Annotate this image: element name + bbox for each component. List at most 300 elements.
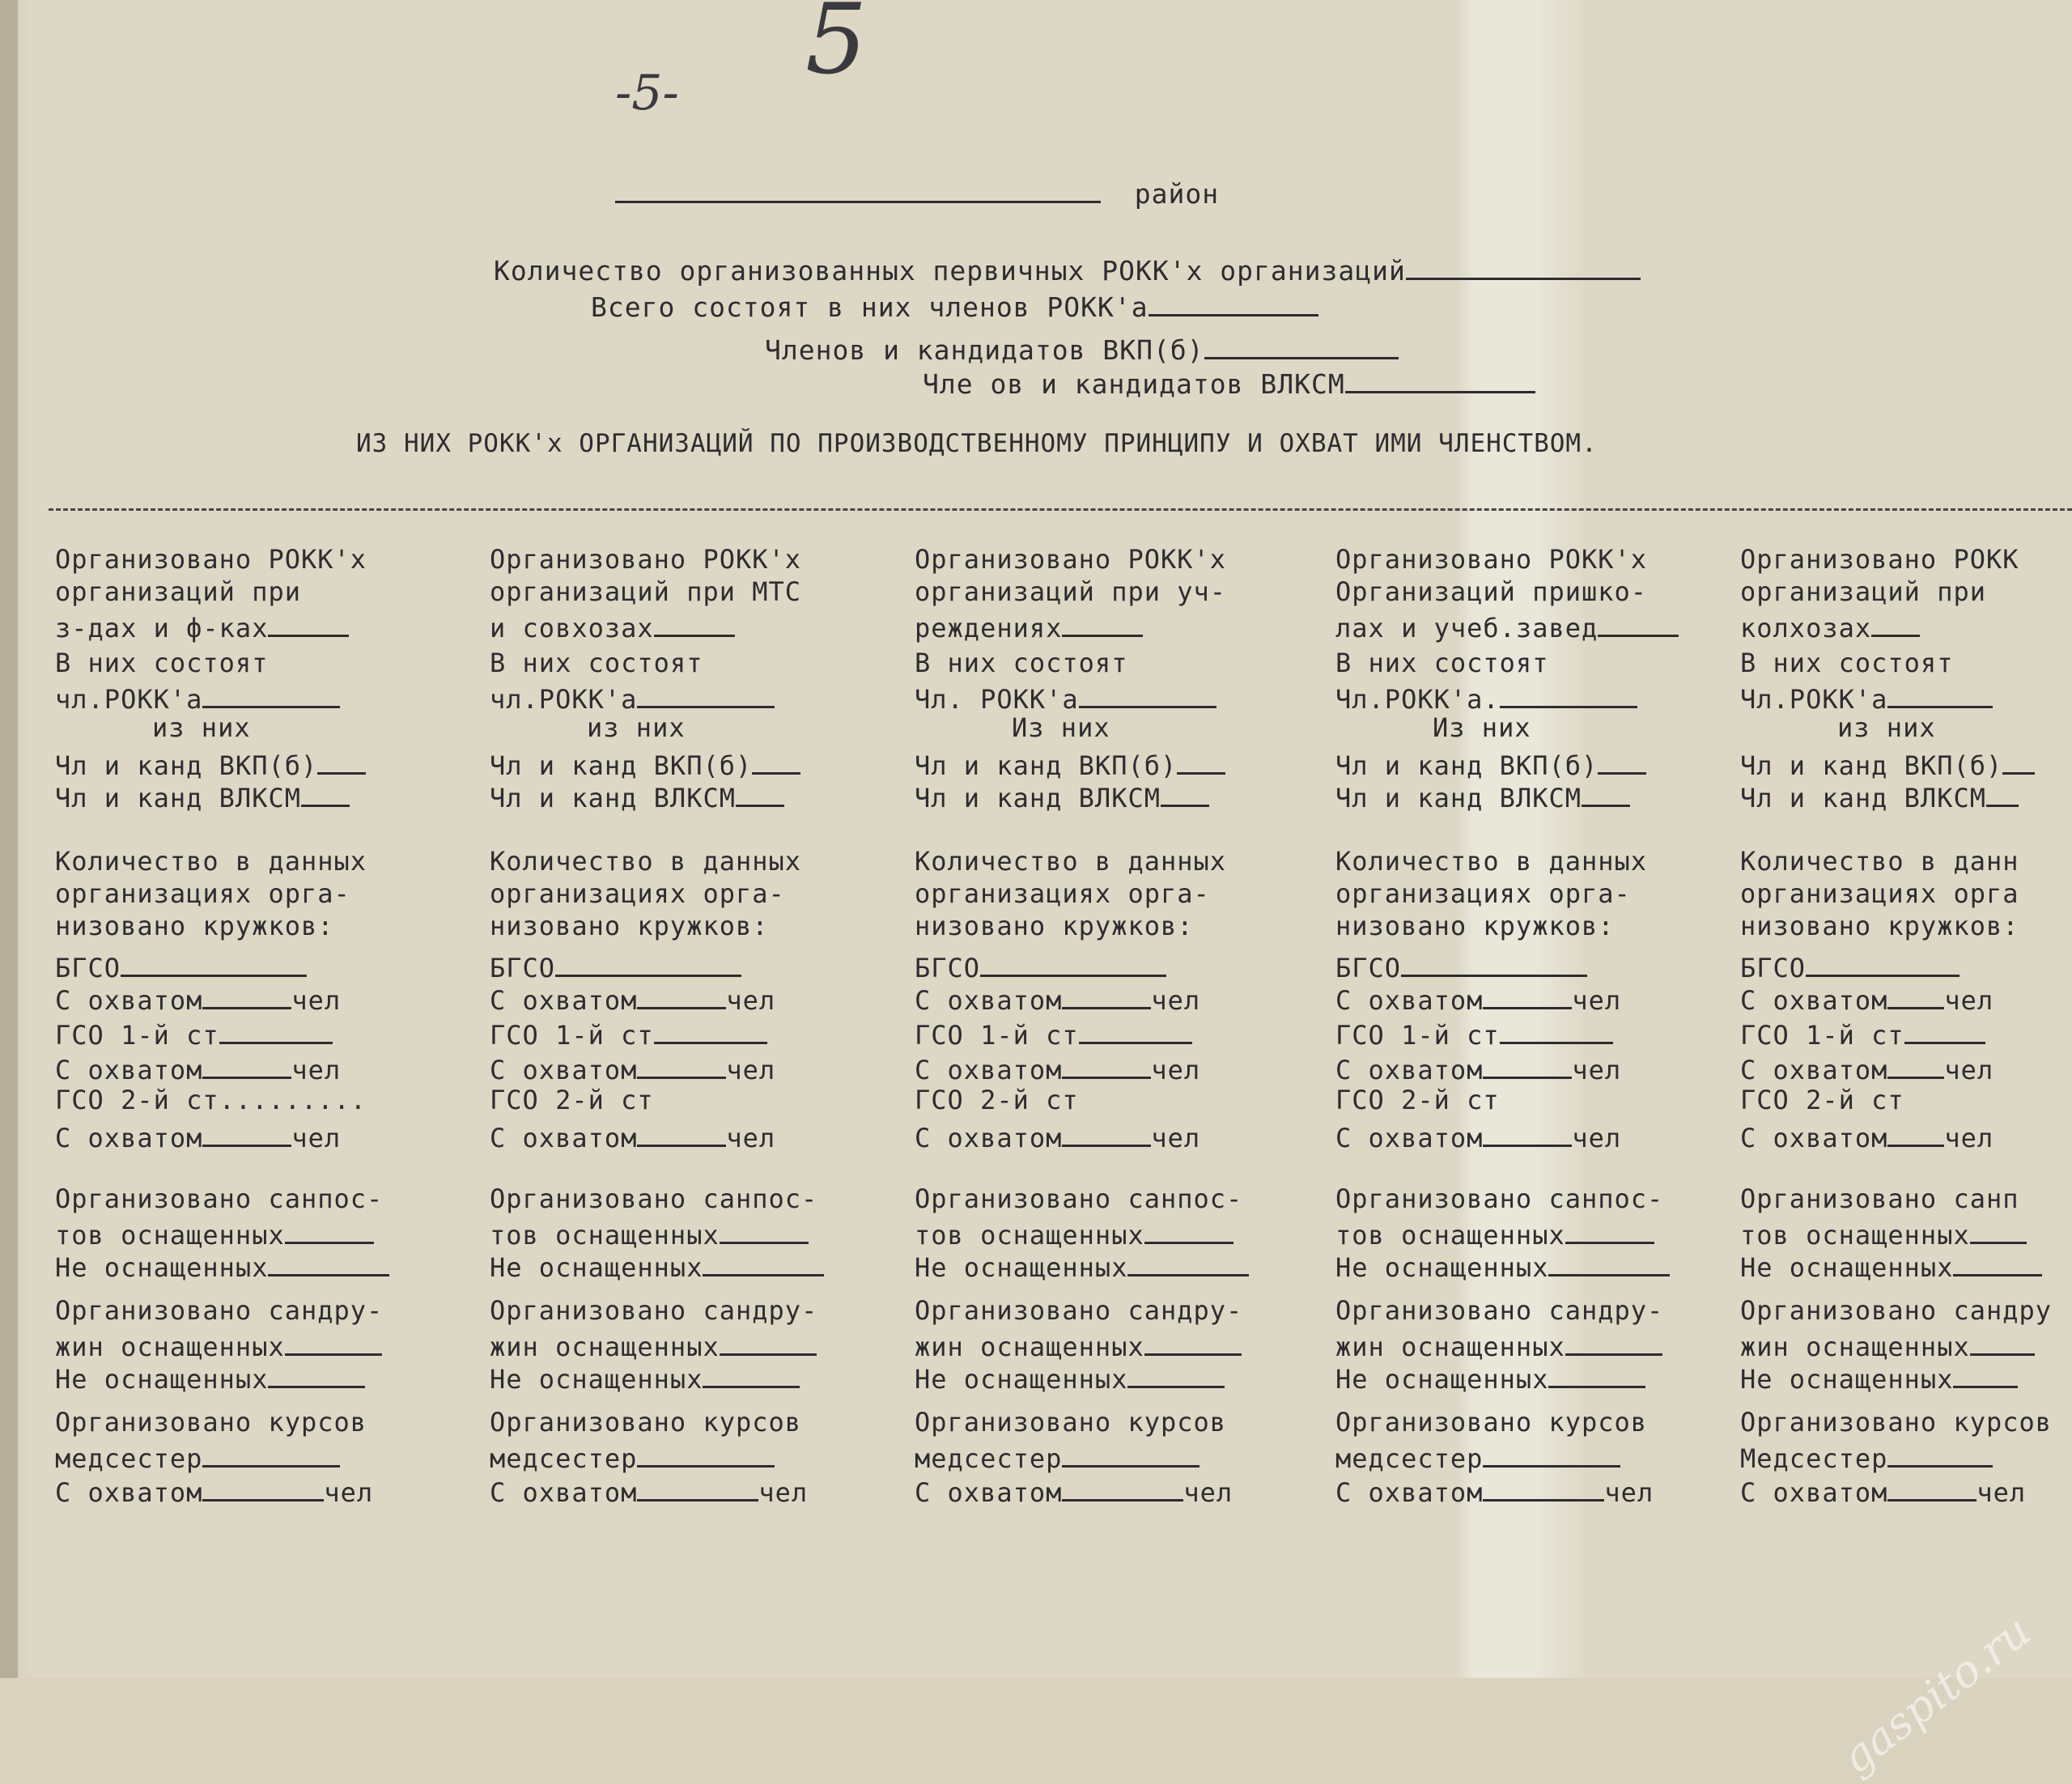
unit-label: чел: [1976, 1477, 2027, 1508]
form-line-label: Организовано санп: [1740, 1183, 2019, 1214]
fill-in-blank: [555, 949, 741, 977]
fill-in-blank: [202, 1439, 340, 1468]
form-line: [915, 746, 1225, 781]
form-line: [1740, 1051, 1993, 1085]
form-line-label: Чл и канд ВКП(б): [915, 750, 1178, 781]
form-line: [915, 609, 1143, 644]
form-line-label: Чл и канд ВКП(б): [1335, 750, 1599, 781]
form-line: [1335, 1327, 1662, 1362]
fill-in-blank: [1127, 1360, 1225, 1388]
form-line-label: Организовано санпос-: [1335, 1183, 1664, 1214]
form-line-label: з-дах и ф-ках: [55, 613, 269, 644]
fill-in-blank: [301, 779, 350, 807]
form-line-label: жин оснащенных: [55, 1332, 285, 1362]
form-line: [1335, 1407, 1647, 1438]
form-line: [1740, 1295, 2052, 1326]
form-line: [55, 1360, 365, 1395]
fill-in-blank: [1144, 1216, 1233, 1244]
fill-in-blank: [1887, 680, 1993, 708]
fill-in-blank: [202, 1119, 291, 1147]
form-line-label: Организовано курсов: [490, 1407, 802, 1438]
form-line: [915, 1327, 1242, 1362]
form-line: [915, 1216, 1233, 1251]
form-line-label: жин оснащенных: [1335, 1332, 1565, 1362]
form-line-label: низовано кружков:: [490, 911, 769, 941]
form-line-label: БГСО: [1740, 953, 1807, 983]
form-line-label: Медсестер: [1740, 1443, 1888, 1474]
fill-in-blank: [202, 1473, 324, 1502]
form-line-label: и совхозах: [490, 613, 654, 644]
form-line: [915, 981, 1200, 1016]
fill-in-blank: [1401, 949, 1587, 977]
form-line-label: организациях орга-: [1335, 878, 1631, 909]
form-line: [1335, 648, 1548, 678]
fill-in-blank: [268, 1360, 365, 1388]
form-line-label: Не оснащенных: [915, 1364, 1128, 1395]
form-line: [55, 911, 334, 941]
form-line: [1335, 1216, 1654, 1251]
form-line-label: Организовано сандру-: [490, 1295, 818, 1326]
fill-in-blank: [317, 746, 366, 775]
fill-in-blank: [1953, 1360, 2018, 1388]
form-line: [1335, 1119, 1621, 1153]
fill-in-blank: [736, 779, 784, 807]
fill-in-blank: [2002, 746, 2035, 775]
form-line-label: чл.РОКК'а: [490, 684, 638, 715]
form-line-label: С охватом: [55, 985, 203, 1016]
form-line-label: Организовано санпос-: [915, 1183, 1243, 1214]
form-line-label: ГСО 1-й ст: [55, 1020, 219, 1051]
page-edge: [0, 0, 18, 1678]
form-line: [490, 1085, 654, 1115]
form-line: [1335, 846, 1647, 877]
form-line-label: Организовано курсов: [915, 1407, 1227, 1438]
fill-in-blank: [1079, 1016, 1192, 1044]
fill-in-blank: [637, 1119, 726, 1147]
form-line-label: Количество в данных: [915, 846, 1227, 877]
form-line: [1740, 1016, 1985, 1051]
form-line: [55, 648, 268, 678]
fill-in-blank: [268, 609, 349, 637]
form-line-label: В них состоят: [1740, 648, 1954, 678]
form-line: [55, 746, 366, 781]
form-line-label: из них: [1837, 712, 1936, 743]
form-line-label: организациях орга: [1740, 878, 2019, 909]
fill-in-blank: [637, 1051, 726, 1079]
form-line-label: Чл.РОКК'а: [1740, 684, 1888, 715]
fill-in-blank: [720, 1216, 809, 1244]
header-line-3: Членов и кандидатов ВКП(б): [765, 330, 1399, 366]
unit-label: чел: [1572, 985, 1622, 1016]
form-line-label: В них состоят: [490, 648, 703, 678]
fill-in-blank: [1598, 746, 1646, 775]
form-line-label: С охватом: [1335, 985, 1484, 1016]
form-line: [1335, 609, 1679, 644]
fill-in-blank: [1062, 1439, 1199, 1468]
header-line-2: Всего состоят в них членов РОКК'а: [591, 287, 1318, 323]
form-line: [490, 1360, 800, 1395]
form-line: [1740, 1119, 1993, 1153]
form-line-label: ГСО 2-й ст.........: [55, 1085, 367, 1115]
form-line-label: Организовано сандру: [1740, 1295, 2053, 1326]
form-line: [915, 1183, 1242, 1214]
form-line-label: медсестер: [490, 1443, 638, 1474]
form-line: [1433, 712, 1531, 743]
form-line: [490, 1407, 801, 1438]
fill-in-blank: [1806, 949, 1959, 977]
form-line: [1740, 1085, 1904, 1115]
form-line: [915, 779, 1209, 813]
form-line-label: тов оснащенных: [55, 1220, 285, 1251]
form-line: [1740, 911, 2019, 941]
form-line-label: Чл. РОКК'а: [915, 684, 1079, 715]
fill-in-blank: [654, 609, 735, 637]
unit-label: чел: [1572, 1055, 1622, 1085]
form-line: [490, 648, 703, 678]
form-line: [1335, 779, 1630, 813]
form-line: [915, 1051, 1200, 1085]
form-line: [55, 1407, 367, 1438]
form-line-label: тов оснащенных: [1740, 1220, 1970, 1251]
fill-in-blank: [1565, 1216, 1654, 1244]
form-line-label: ГСО 2-й ст: [1740, 1085, 1904, 1115]
form-line-label: Организовано РОКК'х: [915, 544, 1227, 575]
form-line-label: С охватом: [1335, 1477, 1484, 1508]
form-line: [1335, 911, 1615, 941]
form-line: [1740, 680, 1993, 715]
form-line-label: С охватом: [1740, 985, 1888, 1016]
fill-in-blank: [752, 746, 800, 775]
form-line-label: БГСО: [55, 953, 121, 983]
form-line: [490, 981, 775, 1016]
form-line-label: организаций при: [1740, 576, 1986, 607]
form-line-label: организаций при МТС: [490, 576, 802, 607]
form-line: [55, 1119, 341, 1153]
unit-label: чел: [726, 1123, 776, 1153]
form-line-label: жин оснащенных: [915, 1332, 1144, 1362]
form-line: [1740, 609, 1920, 644]
form-line-label: Организовано курсов: [55, 1407, 367, 1438]
fill-in-blank: [1548, 1248, 1670, 1276]
fill-in-blank: [637, 680, 775, 708]
form-line-label: Чл.РОКК'а.: [1335, 684, 1500, 715]
form-line-label: Организовано сандру-: [55, 1295, 384, 1326]
form-line-label: Не оснащенных: [1335, 1252, 1549, 1283]
unit-label: чел: [1183, 1477, 1233, 1508]
unit-label: чел: [726, 1055, 776, 1085]
unit-label: чел: [758, 1477, 809, 1508]
fill-in-blank: [1144, 1327, 1242, 1356]
form-line: [1335, 981, 1621, 1016]
handwritten-page-number-alt: -5-: [615, 65, 679, 121]
form-line-label: Организовано курсов: [1335, 1407, 1648, 1438]
form-line: [55, 1016, 333, 1051]
form-line-label: БГСО: [490, 953, 556, 983]
fill-in-blank: [1079, 680, 1216, 708]
fill-in-blank: [1887, 1119, 1944, 1147]
form-line: [1012, 712, 1110, 743]
form-line-label: Чл и канд ВЛКСМ: [490, 783, 736, 813]
unit-label: чел: [726, 985, 776, 1016]
divider-rule: [49, 508, 2072, 511]
form-line-label: С охватом: [915, 985, 1063, 1016]
fill-in-blank: [1970, 1327, 2035, 1356]
form-line-label: БГСО: [915, 953, 981, 983]
form-line-label: С охватом: [915, 1123, 1063, 1153]
form-line: [915, 1119, 1200, 1153]
form-line-label: С охватом: [490, 1123, 638, 1153]
fill-in-blank: [1062, 1119, 1151, 1147]
fill-in-blank: [1062, 1473, 1183, 1502]
form-line-label: низовано кружков:: [915, 911, 1194, 941]
fill-in-blank: [1970, 1216, 2027, 1244]
fill-in-blank: [637, 1439, 775, 1468]
fill-in-blank: [1177, 746, 1225, 775]
form-line-label: Не оснащенных: [1740, 1364, 1954, 1395]
form-line: [915, 1360, 1225, 1395]
form-line: [1335, 576, 1647, 607]
form-line: [915, 846, 1226, 877]
form-line: [915, 1407, 1226, 1438]
form-line-label: Организовано курсов: [1740, 1407, 2053, 1438]
form-line-label: организаций при: [55, 576, 301, 607]
form-line: [490, 680, 775, 715]
fill-in-blank: [1483, 1473, 1604, 1502]
form-line-label: С охватом: [55, 1477, 203, 1508]
watermark: gaspito.ru: [1831, 1605, 2040, 1784]
form-line: [915, 544, 1226, 575]
form-line-label: Не оснащенных: [915, 1252, 1128, 1283]
form-line: [915, 1248, 1249, 1283]
form-line: [1740, 1327, 2035, 1362]
form-line-label: Чл и канд ВКП(б): [1740, 750, 2003, 781]
form-line: [490, 1473, 808, 1508]
form-line: [915, 1473, 1233, 1508]
form-line-label: ГСО 1-й ст: [490, 1020, 654, 1051]
fill-in-blank: [703, 1360, 800, 1388]
form-line-label: В них состоят: [915, 648, 1128, 678]
form-line: [490, 576, 801, 607]
fill-in-blank: [202, 981, 291, 1009]
form-line-label: Чл и канд ВЛКСМ: [55, 783, 301, 813]
form-line-label: Не оснащенных: [490, 1364, 703, 1395]
form-line-label: С охватом: [490, 1477, 638, 1508]
fill-in-blank: [1986, 779, 2019, 807]
form-line-label: Не оснащенных: [1335, 1364, 1549, 1395]
fill-in-blank: [980, 949, 1166, 977]
fill-in-blank: [1548, 1360, 1645, 1388]
form-line-label: колхозах: [1740, 613, 1872, 644]
form-line-label: тов оснащенных: [915, 1220, 1144, 1251]
form-line-label: С охватом: [1740, 1477, 1888, 1508]
form-line-label: С охватом: [490, 1055, 638, 1085]
form-line: [490, 779, 784, 813]
form-line: [490, 609, 735, 644]
form-line: [490, 1327, 817, 1362]
form-line-label: С охватом: [490, 985, 638, 1016]
fill-in-blank: [1887, 1051, 1944, 1079]
unit-label: чел: [1572, 1123, 1622, 1153]
form-line-label: ГСО 2-й ст: [490, 1085, 654, 1115]
form-line-label: Организовано санпос-: [490, 1183, 818, 1214]
form-line: [915, 1085, 1079, 1115]
form-line: [915, 878, 1210, 909]
form-line-label: С охватом: [915, 1055, 1063, 1085]
form-line: [490, 911, 769, 941]
fill-in-blank: [1161, 779, 1209, 807]
form-line: [490, 1051, 775, 1085]
form-line-label: Организовано сандру-: [1335, 1295, 1664, 1326]
form-line: [587, 712, 686, 743]
form-line-label: Чл и канд ВЛКСМ: [915, 783, 1161, 813]
form-line: [1740, 846, 2019, 877]
form-line: [1335, 746, 1646, 781]
form-line: [490, 1183, 817, 1214]
fill-in-blank: [1887, 1473, 1976, 1502]
unit-label: чел: [291, 985, 342, 1016]
form-line: [1740, 576, 1986, 607]
form-line: [1740, 1360, 2018, 1395]
form-line: [1335, 544, 1647, 575]
form-line-label: чл.РОКК'а: [55, 684, 203, 715]
form-line: [490, 878, 785, 909]
form-line: [915, 1295, 1242, 1326]
form-line: [55, 949, 307, 983]
unit-label: чел: [1944, 1123, 1994, 1153]
fill-in-blank: [285, 1216, 374, 1244]
fill-in-blank: [637, 981, 726, 1009]
form-line-label: Организовано РОКК: [1740, 544, 2019, 575]
handwritten-page-number: 5: [805, 0, 868, 96]
fill-in-blank: [1565, 1327, 1662, 1356]
form-line-label: Организовано РОКК'х: [1335, 544, 1648, 575]
fill-in-blank: [1953, 1248, 2042, 1276]
fill-in-blank: [1500, 1016, 1613, 1044]
form-line: [915, 1439, 1199, 1474]
unit-label: чел: [291, 1055, 342, 1085]
form-line: [1335, 1016, 1613, 1051]
form-line: [55, 1473, 373, 1508]
form-line: [55, 680, 340, 715]
form-line-label: Не оснащенных: [490, 1252, 703, 1283]
form-line-label: Организовано РОКК'х: [490, 544, 802, 575]
header-line-1: Количество организованных первичных РОКК'х организаций: [494, 251, 1641, 287]
fill-in-blank: [720, 1327, 817, 1356]
fill-in-blank: [1062, 981, 1151, 1009]
form-line-label: Организовано сандру-: [915, 1295, 1243, 1326]
form-line: [55, 1183, 383, 1214]
form-line: [490, 1295, 817, 1326]
form-line-label: ГСО 2-й ст: [915, 1085, 1079, 1115]
form-line-label: Организовано санпос-: [55, 1183, 384, 1214]
form-line: [55, 878, 350, 909]
form-line: [1740, 648, 1953, 678]
form-line: [55, 981, 341, 1016]
form-line: [55, 1216, 374, 1251]
form-line: [490, 544, 801, 575]
unit-label: чел: [1151, 1055, 1201, 1085]
fill-in-blank: [1598, 609, 1679, 637]
raion-line: район: [615, 174, 1219, 210]
form-line: [55, 1327, 382, 1362]
form-line: [915, 648, 1127, 678]
form-line: [55, 779, 350, 813]
form-line: [915, 949, 1166, 983]
form-line: [1335, 1439, 1620, 1474]
form-line-label: С охватом: [1335, 1055, 1484, 1085]
form-line: [1837, 712, 1936, 743]
unit-label: чел: [1944, 985, 1994, 1016]
fill-in-blank: [1127, 1248, 1249, 1276]
form-line-label: ГСО 1-й ст: [915, 1020, 1079, 1051]
fill-in-blank: [285, 1327, 382, 1356]
form-line-label: Чл и канд ВЛКСМ: [1740, 783, 1986, 813]
form-line-label: реждениях: [915, 613, 1063, 644]
form-line-label: из них: [587, 712, 686, 743]
unit-label: чел: [1944, 1055, 1994, 1085]
fill-in-blank: [1500, 680, 1637, 708]
form-line: [55, 1439, 340, 1474]
form-line: [55, 1085, 367, 1115]
form-line-label: ГСО 2-й ст: [1335, 1085, 1500, 1115]
form-line: [915, 576, 1226, 607]
form-line: [490, 949, 741, 983]
form-line-label: Чл и канд ВКП(б): [55, 750, 318, 781]
fill-in-blank: [1904, 1016, 1985, 1044]
form-line-label: из них: [152, 712, 251, 743]
form-line: [1335, 949, 1587, 983]
fill-in-blank: [637, 1473, 758, 1502]
form-line-label: медсестер: [915, 1443, 1063, 1474]
form-line-label: низовано кружков:: [1335, 911, 1615, 941]
form-line-label: ГСО 1-й ст: [1335, 1020, 1500, 1051]
unit-label: чел: [1604, 1477, 1654, 1508]
unit-label: чел: [291, 1123, 342, 1153]
form-line: [490, 1119, 775, 1153]
fill-in-blank: [1483, 981, 1572, 1009]
form-line: [1740, 1216, 2027, 1251]
form-line: [152, 712, 251, 743]
form-line-label: низовано кружков:: [55, 911, 334, 941]
fill-in-blank: [1483, 1051, 1572, 1079]
form-line: [1335, 1295, 1663, 1326]
form-line-label: Чл и канд ВКП(б): [490, 750, 753, 781]
form-line-label: С охватом: [1335, 1123, 1484, 1153]
fill-in-blank: [1887, 981, 1944, 1009]
form-line: [1335, 878, 1631, 909]
unit-label: чел: [324, 1477, 374, 1508]
form-line: [1335, 680, 1637, 715]
form-line-label: С охватом: [55, 1055, 203, 1085]
form-line-label: В них состоят: [1335, 648, 1549, 678]
form-line: [55, 1051, 341, 1085]
form-line-label: Организовано РОКК'х: [55, 544, 367, 575]
form-line: [1740, 1248, 2042, 1283]
fill-in-blank: [1483, 1119, 1572, 1147]
form-line: [490, 1216, 809, 1251]
fill-in-blank: [121, 949, 307, 977]
form-line: [1740, 1473, 2026, 1508]
fill-in-blank: [1887, 1439, 1993, 1468]
form-line-label: медсестер: [55, 1443, 203, 1474]
form-line-label: Чл и канд ВЛКСМ: [1335, 783, 1582, 813]
form-line-label: Организаций пришко-: [1335, 576, 1648, 607]
form-line-label: С охватом: [55, 1123, 203, 1153]
fill-in-blank: [202, 680, 340, 708]
form-line: [55, 576, 301, 607]
form-line-label: жин оснащенных: [490, 1332, 720, 1362]
form-line-label: ГСО 1-й ст: [1740, 1020, 1904, 1051]
